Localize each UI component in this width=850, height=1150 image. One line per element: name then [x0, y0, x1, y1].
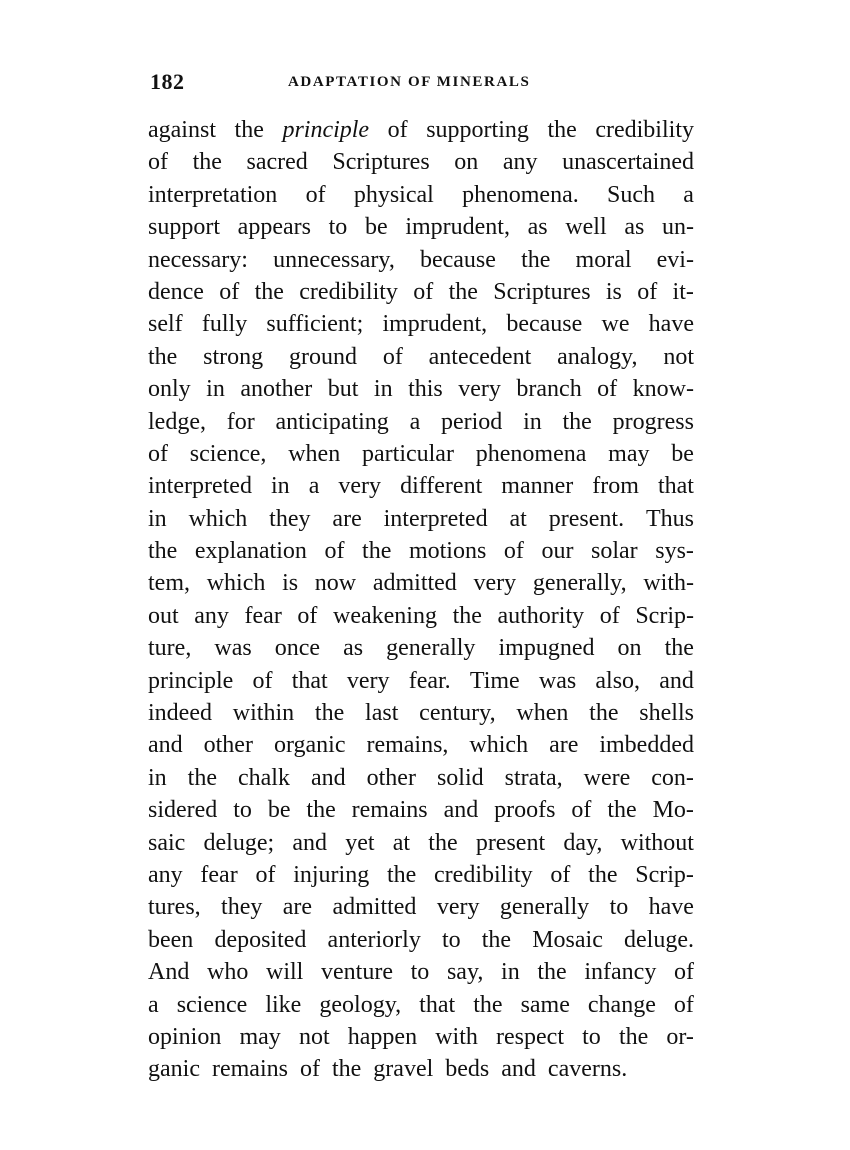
- word: be: [671, 440, 694, 467]
- word: phenomena: [475, 440, 587, 467]
- word: authority: [497, 602, 585, 629]
- running-head: ADAPTATION OF MINERALS: [288, 74, 531, 90]
- word: strata,: [504, 764, 563, 791]
- word: geology,: [319, 991, 402, 1018]
- word: who: [207, 959, 249, 986]
- word: any: [148, 861, 183, 888]
- text-line: [148, 308, 694, 340]
- word: evi-: [656, 246, 694, 273]
- text-line: [148, 470, 694, 502]
- word: of: [597, 376, 618, 403]
- word: the: [314, 700, 345, 727]
- word: remains: [351, 797, 428, 824]
- word: injuring: [293, 861, 370, 888]
- word: in: [270, 473, 290, 500]
- word: the: [588, 861, 618, 888]
- word: antecedent: [428, 343, 532, 370]
- word: proofs: [494, 797, 556, 824]
- word: imprudent,: [405, 214, 510, 241]
- word: present.: [548, 505, 625, 532]
- word: like: [265, 991, 302, 1018]
- word: tem,: [148, 570, 190, 597]
- text-line: [148, 1053, 694, 1085]
- word: deposited: [214, 926, 307, 953]
- word: deluge.: [624, 926, 694, 953]
- word: be: [267, 797, 291, 824]
- word: the: [254, 278, 284, 305]
- word: the: [452, 602, 482, 629]
- word: un-: [661, 214, 694, 241]
- word: remains: [211, 1056, 288, 1083]
- word: of: [413, 278, 434, 305]
- word: the: [428, 829, 458, 856]
- text-line: [148, 406, 694, 438]
- word: when: [516, 700, 569, 727]
- word: generally: [386, 635, 476, 662]
- word: of: [382, 343, 403, 370]
- word: principle: [282, 117, 370, 143]
- word: of: [148, 440, 168, 467]
- word: admitted: [372, 570, 457, 597]
- word: to: [410, 959, 430, 986]
- word: very: [436, 894, 480, 921]
- word: Scrip-: [635, 861, 694, 888]
- word: Such: [607, 181, 656, 208]
- word: supporting: [426, 117, 529, 143]
- word: sidered: [148, 797, 218, 824]
- word: change: [587, 991, 656, 1018]
- word: because: [506, 311, 583, 338]
- page-number: 182: [150, 69, 185, 94]
- word: opinion: [148, 1023, 222, 1050]
- word: they: [221, 894, 263, 921]
- text-line: [148, 438, 694, 470]
- word: of: [599, 602, 620, 629]
- word: in: [148, 764, 167, 791]
- text-line: [148, 665, 694, 697]
- word: in: [148, 505, 167, 532]
- word: credibility: [299, 278, 398, 305]
- word: remains,: [366, 732, 449, 759]
- word: phenomena.: [462, 181, 579, 208]
- word: self: [148, 311, 183, 338]
- word: which: [188, 505, 248, 532]
- word: anticipating: [275, 408, 389, 435]
- word: the: [664, 635, 694, 662]
- word: say,: [446, 959, 484, 986]
- word: on: [617, 635, 642, 662]
- word: weakening: [333, 602, 437, 629]
- word: the: [537, 959, 567, 986]
- word: beds: [445, 1056, 490, 1083]
- word: fear: [244, 602, 282, 629]
- word: century,: [419, 700, 496, 727]
- word: the: [306, 797, 336, 824]
- word: science: [176, 991, 248, 1018]
- word: explanation: [194, 538, 307, 565]
- word: the: [473, 991, 503, 1018]
- word: been: [148, 926, 194, 953]
- word: another: [240, 376, 313, 403]
- word: happen: [347, 1023, 418, 1050]
- word: different: [400, 473, 483, 500]
- word: ground: [288, 343, 357, 370]
- word: infancy: [584, 959, 657, 986]
- word: of: [387, 117, 408, 143]
- word: in: [501, 959, 520, 986]
- text-line: [148, 632, 694, 664]
- word: but: [327, 376, 359, 403]
- word: saic: [148, 829, 186, 856]
- word: of: [297, 602, 318, 629]
- word: a: [148, 991, 159, 1018]
- word: with: [435, 1023, 478, 1050]
- word: deluge;: [203, 829, 275, 856]
- word: is: [605, 278, 622, 305]
- word: particular: [362, 440, 454, 467]
- word: the: [331, 1056, 362, 1083]
- word: very: [458, 376, 501, 403]
- word: anteriorly: [327, 926, 421, 953]
- word: ture,: [148, 635, 192, 662]
- text-line: [148, 600, 694, 632]
- word: or-: [666, 1023, 694, 1050]
- word: ledge,: [148, 408, 206, 435]
- word: which: [469, 732, 529, 759]
- word: the: [481, 926, 512, 953]
- word: Scrip-: [635, 602, 694, 629]
- word: when: [288, 440, 341, 467]
- text-line: [148, 762, 694, 794]
- word: in: [373, 376, 393, 403]
- text-line: [148, 503, 694, 535]
- text-line: [148, 114, 694, 146]
- word: the: [192, 149, 222, 176]
- word: at: [392, 829, 411, 856]
- word: were: [583, 764, 631, 791]
- text-line: [148, 924, 694, 956]
- word: interpreted: [148, 473, 252, 500]
- text-line: [148, 146, 694, 178]
- word: are: [549, 732, 579, 759]
- word: that: [657, 473, 694, 500]
- word: we: [601, 311, 630, 338]
- text-line: [148, 891, 694, 923]
- word: other: [366, 764, 416, 791]
- word: against: [148, 117, 216, 143]
- word: are: [282, 894, 313, 921]
- word: interpretation: [148, 181, 278, 208]
- text-line: [148, 244, 694, 276]
- word: was: [538, 667, 577, 694]
- word: unnecessary,: [273, 246, 395, 273]
- word: without: [620, 829, 694, 856]
- word: motions: [408, 538, 487, 565]
- word: and: [659, 667, 694, 694]
- word: dence: [148, 278, 204, 305]
- word: be: [364, 214, 388, 241]
- word: sacred: [246, 149, 308, 176]
- word: that: [419, 991, 456, 1018]
- word: as: [624, 214, 645, 241]
- text-line: [148, 729, 694, 761]
- word: and: [310, 764, 346, 791]
- word: generally,: [532, 570, 627, 597]
- word: as: [527, 214, 548, 241]
- word: now: [314, 570, 357, 597]
- word: solid: [436, 764, 484, 791]
- word: a: [308, 473, 320, 500]
- word: yet: [345, 829, 375, 856]
- word: to: [441, 926, 461, 953]
- text-line: [148, 567, 694, 599]
- text-line: [148, 373, 694, 405]
- word: credibility: [434, 861, 533, 888]
- word: analogy,: [557, 343, 638, 370]
- word: the: [386, 861, 417, 888]
- word: this: [408, 376, 443, 403]
- word: progress: [612, 408, 694, 435]
- word: of: [673, 991, 694, 1018]
- word: may: [239, 1023, 281, 1050]
- word: of: [571, 797, 592, 824]
- word: they: [269, 505, 311, 532]
- word: of: [673, 959, 694, 986]
- word: imprudent,: [382, 311, 488, 338]
- page-header: [150, 64, 694, 104]
- word: with-: [643, 570, 694, 597]
- word: principle: [148, 667, 234, 694]
- word: to: [328, 214, 348, 241]
- text-line: [148, 341, 694, 373]
- word: credibility: [595, 117, 694, 143]
- word: physical: [353, 181, 434, 208]
- word: the: [547, 117, 577, 143]
- word: caverns.: [547, 1056, 628, 1083]
- text-line: [148, 827, 694, 859]
- word: the: [618, 1023, 649, 1050]
- word: which: [206, 570, 266, 597]
- word: very: [473, 570, 517, 597]
- word: generally: [499, 894, 590, 921]
- word: out: [148, 602, 179, 629]
- word: Mo-: [652, 797, 694, 824]
- text-line: [148, 794, 694, 826]
- word: appears: [237, 214, 311, 241]
- word: the: [148, 538, 178, 565]
- word: the: [589, 700, 619, 727]
- word: on: [454, 149, 479, 176]
- word: for: [226, 408, 255, 435]
- word: the: [187, 764, 217, 791]
- word: will: [266, 959, 304, 986]
- word: is: [282, 570, 299, 597]
- word: to: [582, 1023, 601, 1050]
- word: because: [419, 246, 496, 273]
- word: and: [443, 797, 479, 824]
- word: a: [409, 408, 421, 435]
- word: know-: [632, 376, 694, 403]
- body-text: [148, 114, 694, 1086]
- word: fear.: [408, 667, 451, 694]
- word: period: [440, 408, 503, 435]
- word: Scriptures: [332, 149, 430, 176]
- word: indeed: [148, 700, 212, 727]
- word: And: [148, 959, 190, 986]
- word: to: [609, 894, 629, 921]
- word: at: [509, 505, 527, 532]
- word: Time: [469, 667, 520, 694]
- word: necessary:: [148, 246, 248, 273]
- word: may: [608, 440, 650, 467]
- word: ganic: [148, 1056, 200, 1083]
- word: well: [565, 214, 607, 241]
- word: have: [648, 311, 694, 338]
- word: con-: [651, 764, 694, 791]
- word: of: [252, 667, 273, 694]
- word: chalk: [238, 764, 290, 791]
- word: of: [255, 861, 276, 888]
- word: fully: [201, 311, 248, 338]
- word: the: [448, 278, 478, 305]
- word: of: [219, 278, 240, 305]
- word: any: [194, 602, 229, 629]
- word: any: [502, 149, 538, 176]
- word: admitted: [332, 894, 417, 921]
- word: the: [362, 538, 392, 565]
- word: was: [214, 635, 252, 662]
- word: branch: [516, 376, 582, 403]
- word: interpreted: [383, 505, 488, 532]
- text-line: [148, 211, 694, 243]
- word: of: [550, 861, 571, 888]
- word: present: [475, 829, 546, 856]
- word: a: [683, 181, 694, 208]
- word: of: [148, 149, 168, 176]
- word: support: [148, 214, 220, 241]
- word: not: [298, 1023, 330, 1050]
- word: only: [148, 376, 191, 403]
- word: sys-: [655, 538, 694, 565]
- word: Scriptures: [493, 278, 591, 305]
- word: organic: [273, 732, 346, 759]
- word: it-: [672, 278, 694, 305]
- word: the: [562, 408, 592, 435]
- word: Mosaic: [532, 926, 603, 953]
- word: very: [346, 667, 390, 694]
- word: moral: [575, 246, 632, 273]
- word: are: [332, 505, 362, 532]
- text-line: [148, 1021, 694, 1053]
- word: and: [292, 829, 328, 856]
- text-line: [148, 535, 694, 567]
- word: of: [324, 538, 345, 565]
- word: of: [299, 1056, 320, 1083]
- word: fear: [200, 861, 238, 888]
- word: in: [206, 376, 225, 403]
- word: of: [637, 278, 658, 305]
- word: strong: [203, 343, 264, 370]
- word: once: [274, 635, 321, 662]
- word: from: [592, 473, 639, 500]
- word: manner: [501, 473, 574, 500]
- word: also,: [595, 667, 641, 694]
- word: the: [234, 117, 264, 143]
- word: last: [365, 700, 399, 727]
- word: in: [523, 408, 542, 435]
- word: venture: [321, 959, 393, 986]
- word: solar: [591, 538, 638, 565]
- word: day,: [563, 829, 603, 856]
- text-line: [148, 276, 694, 308]
- word: the: [607, 797, 637, 824]
- word: and: [148, 732, 183, 759]
- word: the: [148, 343, 178, 370]
- word: impugned: [498, 635, 595, 662]
- word: other: [203, 732, 253, 759]
- word: that: [291, 667, 328, 694]
- word: have: [648, 894, 694, 921]
- word: and: [501, 1056, 536, 1083]
- word: as: [343, 635, 364, 662]
- word: same: [520, 991, 570, 1018]
- word: gravel: [373, 1056, 434, 1083]
- word: shells: [639, 700, 694, 727]
- word: tures,: [148, 894, 201, 921]
- text-line: [148, 989, 694, 1021]
- text-line: [148, 859, 694, 891]
- word: very: [338, 473, 382, 500]
- word: our: [541, 538, 574, 565]
- word: within: [232, 700, 295, 727]
- word: Thus: [646, 505, 694, 532]
- word: of: [305, 181, 326, 208]
- text-line: [148, 956, 694, 988]
- word: unascertained: [562, 149, 694, 176]
- word: respect: [496, 1023, 564, 1050]
- word: the: [521, 246, 551, 273]
- word: to: [233, 797, 252, 824]
- word: sufficient;: [266, 311, 364, 338]
- text-line: [148, 697, 694, 729]
- word: science,: [189, 440, 267, 467]
- word: of: [503, 538, 524, 565]
- word: not: [663, 343, 694, 370]
- text-line: [148, 179, 694, 211]
- word: imbedded: [599, 732, 694, 759]
